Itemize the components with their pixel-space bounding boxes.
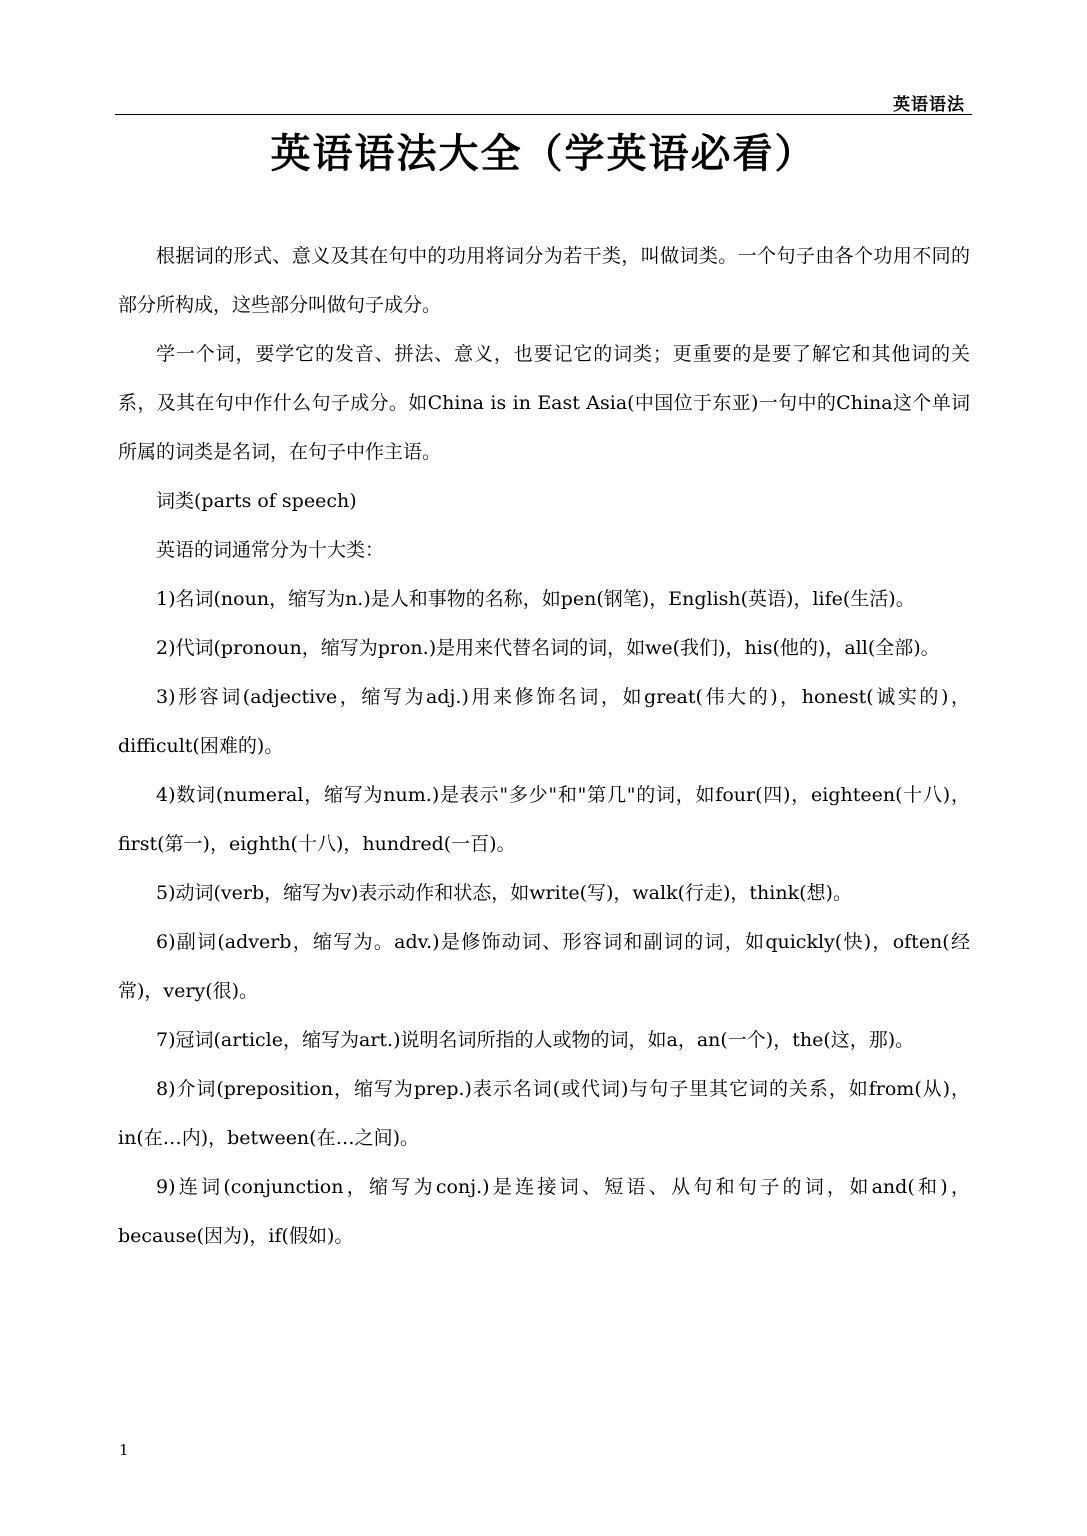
paragraph: 6)副词(adverb，缩写为。adv.)是修饰动词、形容词和副词的词，如quickly(快)，often(经常)，very(很)。 xyxy=(118,931,970,1002)
paragraph: 根据词的形式、意义及其在句中的功用将词分为若干类，叫做词类。一个句子由各个功用不同的部分所构成，这些部分叫做句子成分。 xyxy=(118,245,970,316)
running-header: 英语语法 xyxy=(893,95,965,115)
paragraph: 5)动词(verb，缩写为v)表示动作和状态，如write(写)，walk(行走)，think(想)。 xyxy=(156,882,852,904)
paragraph: 9)连词(conjunction，缩写为conj.)是连接词、短语、从句和句子的词，如and(和)，because(因为)，if(假如)。 xyxy=(118,1176,970,1247)
page-number: 1 xyxy=(119,1441,129,1459)
document-title: 英语语法大全（学英语必看） xyxy=(270,130,817,177)
paragraph: 8)介词(preposition，缩写为prep.)表示名词(或代词)与句子里其它词的关系，如from(从)，in(在…内)，between(在…之间)。 xyxy=(118,1078,970,1149)
paragraph: 2)代词(pronoun，缩写为pron.)是用来代替名词的词，如we(我们)，his(他的)，all(全部)。 xyxy=(156,637,940,659)
paragraph: 学一个词，要学它的发音、拼法、意义，也要记它的词类；更重要的是要了解它和其他词的关系，及其在句中作什么句子成分。如China is in East Asia(中国位于东亚)一句中的China这个单词所属的词类是名词，在句子中作主语。 xyxy=(118,343,970,463)
paragraph: 1)名词(noun，缩写为n.)是人和事物的名称，如pen(钢笔)，English(英语)，life(生活)。 xyxy=(156,588,915,610)
paragraph: 4)数词(numeral，缩写为num.)是表示"多少"和"第几"的词，如four(四)，eighteen(十八)，first(第一)，eighth(十八)，hundred(一百)。 xyxy=(118,784,970,855)
paragraph: 英语的词通常分为十大类： xyxy=(156,539,385,561)
paragraph: 7)冠词(article，缩写为art.)说明名词所指的人或物的词，如a，an(一个)，the(这，那)。 xyxy=(156,1029,915,1051)
paragraph: 词类(parts of speech) xyxy=(156,490,357,512)
paragraph: 3)形容词(adjective，缩写为adj.)用来修饰名词，如great(伟大的)，honest(诚实的)，difficult(困难的)。 xyxy=(118,686,970,757)
header-divider xyxy=(115,114,972,115)
document-body xyxy=(118,232,970,1261)
